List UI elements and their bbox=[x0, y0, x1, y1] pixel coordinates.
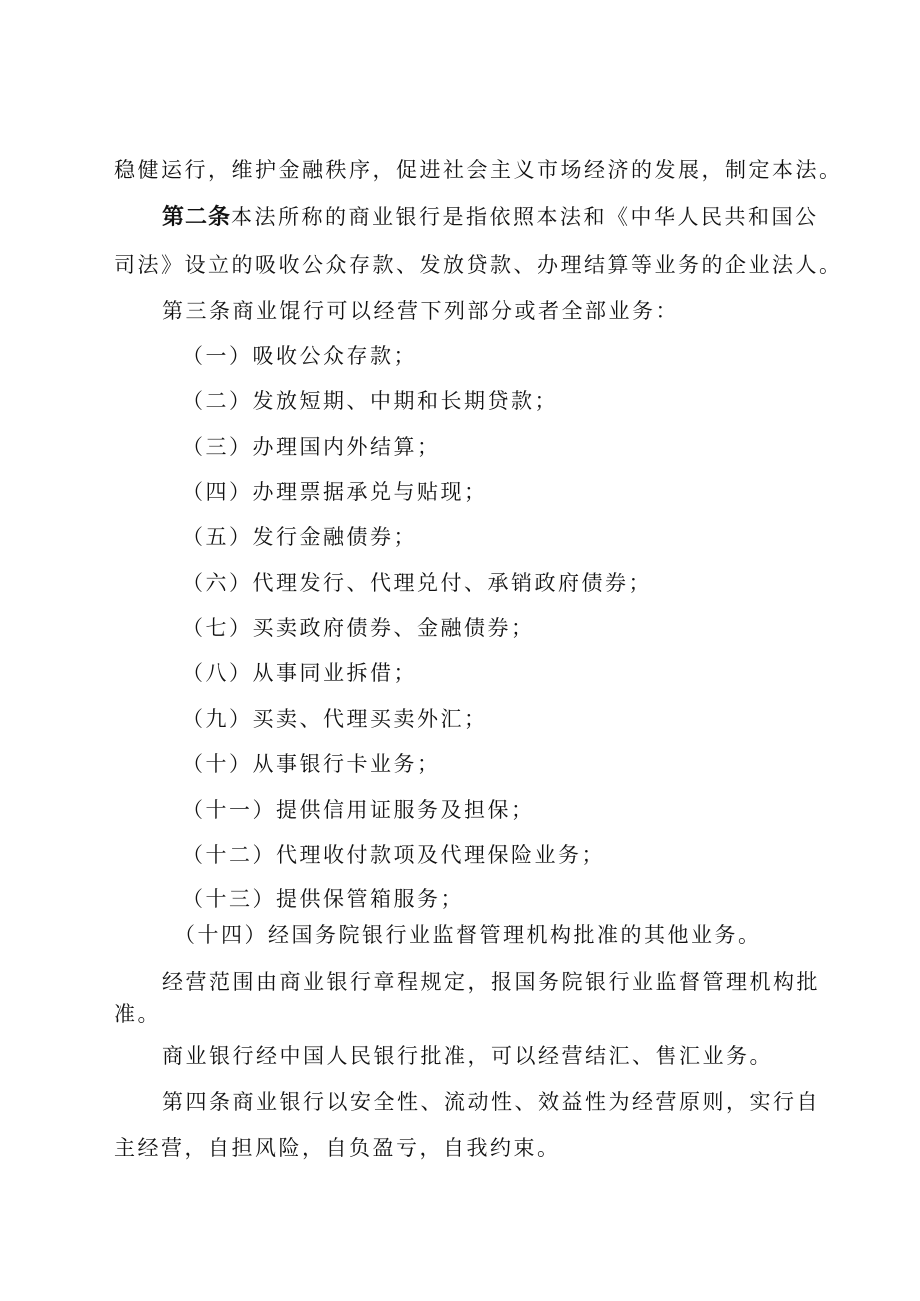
list-item: （十二）代理收付款项及代理保险业务； bbox=[182, 843, 605, 867]
paragraph-line: 稳健运行，维护金融秩序，促进社会主义市场经济的发展，制定本法。 bbox=[114, 158, 843, 182]
article-4-line-1: 第四条商业银行以安全性、流动性、效益性为经营原则，实行自 bbox=[162, 1090, 820, 1114]
scope-line-1: 经营范围由商业银行章程规定，报国务院银行业监督管理机构批 bbox=[162, 970, 820, 994]
article-2-heading: 第二条 bbox=[162, 205, 232, 230]
list-item: （一）吸收公众存款； bbox=[182, 344, 417, 368]
list-item: （八）从事同业拆借； bbox=[182, 661, 417, 685]
scope-line-2: 准。 bbox=[114, 1002, 161, 1026]
list-item: （三）办理国内外结算； bbox=[182, 435, 441, 459]
list-item: （五）发行金融债券； bbox=[182, 525, 417, 549]
approval-line: 商业银行经中国人民银行批准，可以经营结汇、售汇业务。 bbox=[162, 1044, 773, 1068]
list-item: （二）发放短期、中期和长期贷款； bbox=[182, 389, 558, 413]
article-2-line-1 bbox=[162, 202, 819, 233]
article-4-line-2: 主经营，自担风险，自负盈亏，自我约束。 bbox=[114, 1136, 561, 1160]
list-item: （六）代理发行、代理兑付、承销政府债券； bbox=[182, 571, 652, 595]
list-item: （十）从事银行卡业务； bbox=[182, 752, 441, 776]
list-item: （四）办理票据承兑与贴现； bbox=[182, 480, 488, 504]
article-3-intro: 第三条商业馄行可以经营下列部分或者全部业务： bbox=[162, 299, 679, 323]
list-item: （七）买卖政府债券、金融债券； bbox=[182, 616, 535, 640]
list-item: （九）买卖、代理买卖外汇； bbox=[182, 707, 488, 731]
article-2-text: 本法所称的商业银行是指依照本法和《中华人民共和国公 bbox=[231, 205, 819, 229]
article-2-line-2: 司法》设立的吸收公众存款、发放贷款、办理结算等业务的企业法人。 bbox=[114, 253, 843, 277]
list-item: （十三）提供保管箱服务； bbox=[182, 887, 464, 911]
list-item: （十一）提供信用证服务及担保； bbox=[182, 798, 535, 822]
list-item: （十四）经国务院银行业监督管理机构批准的其他业务。 bbox=[174, 923, 762, 947]
